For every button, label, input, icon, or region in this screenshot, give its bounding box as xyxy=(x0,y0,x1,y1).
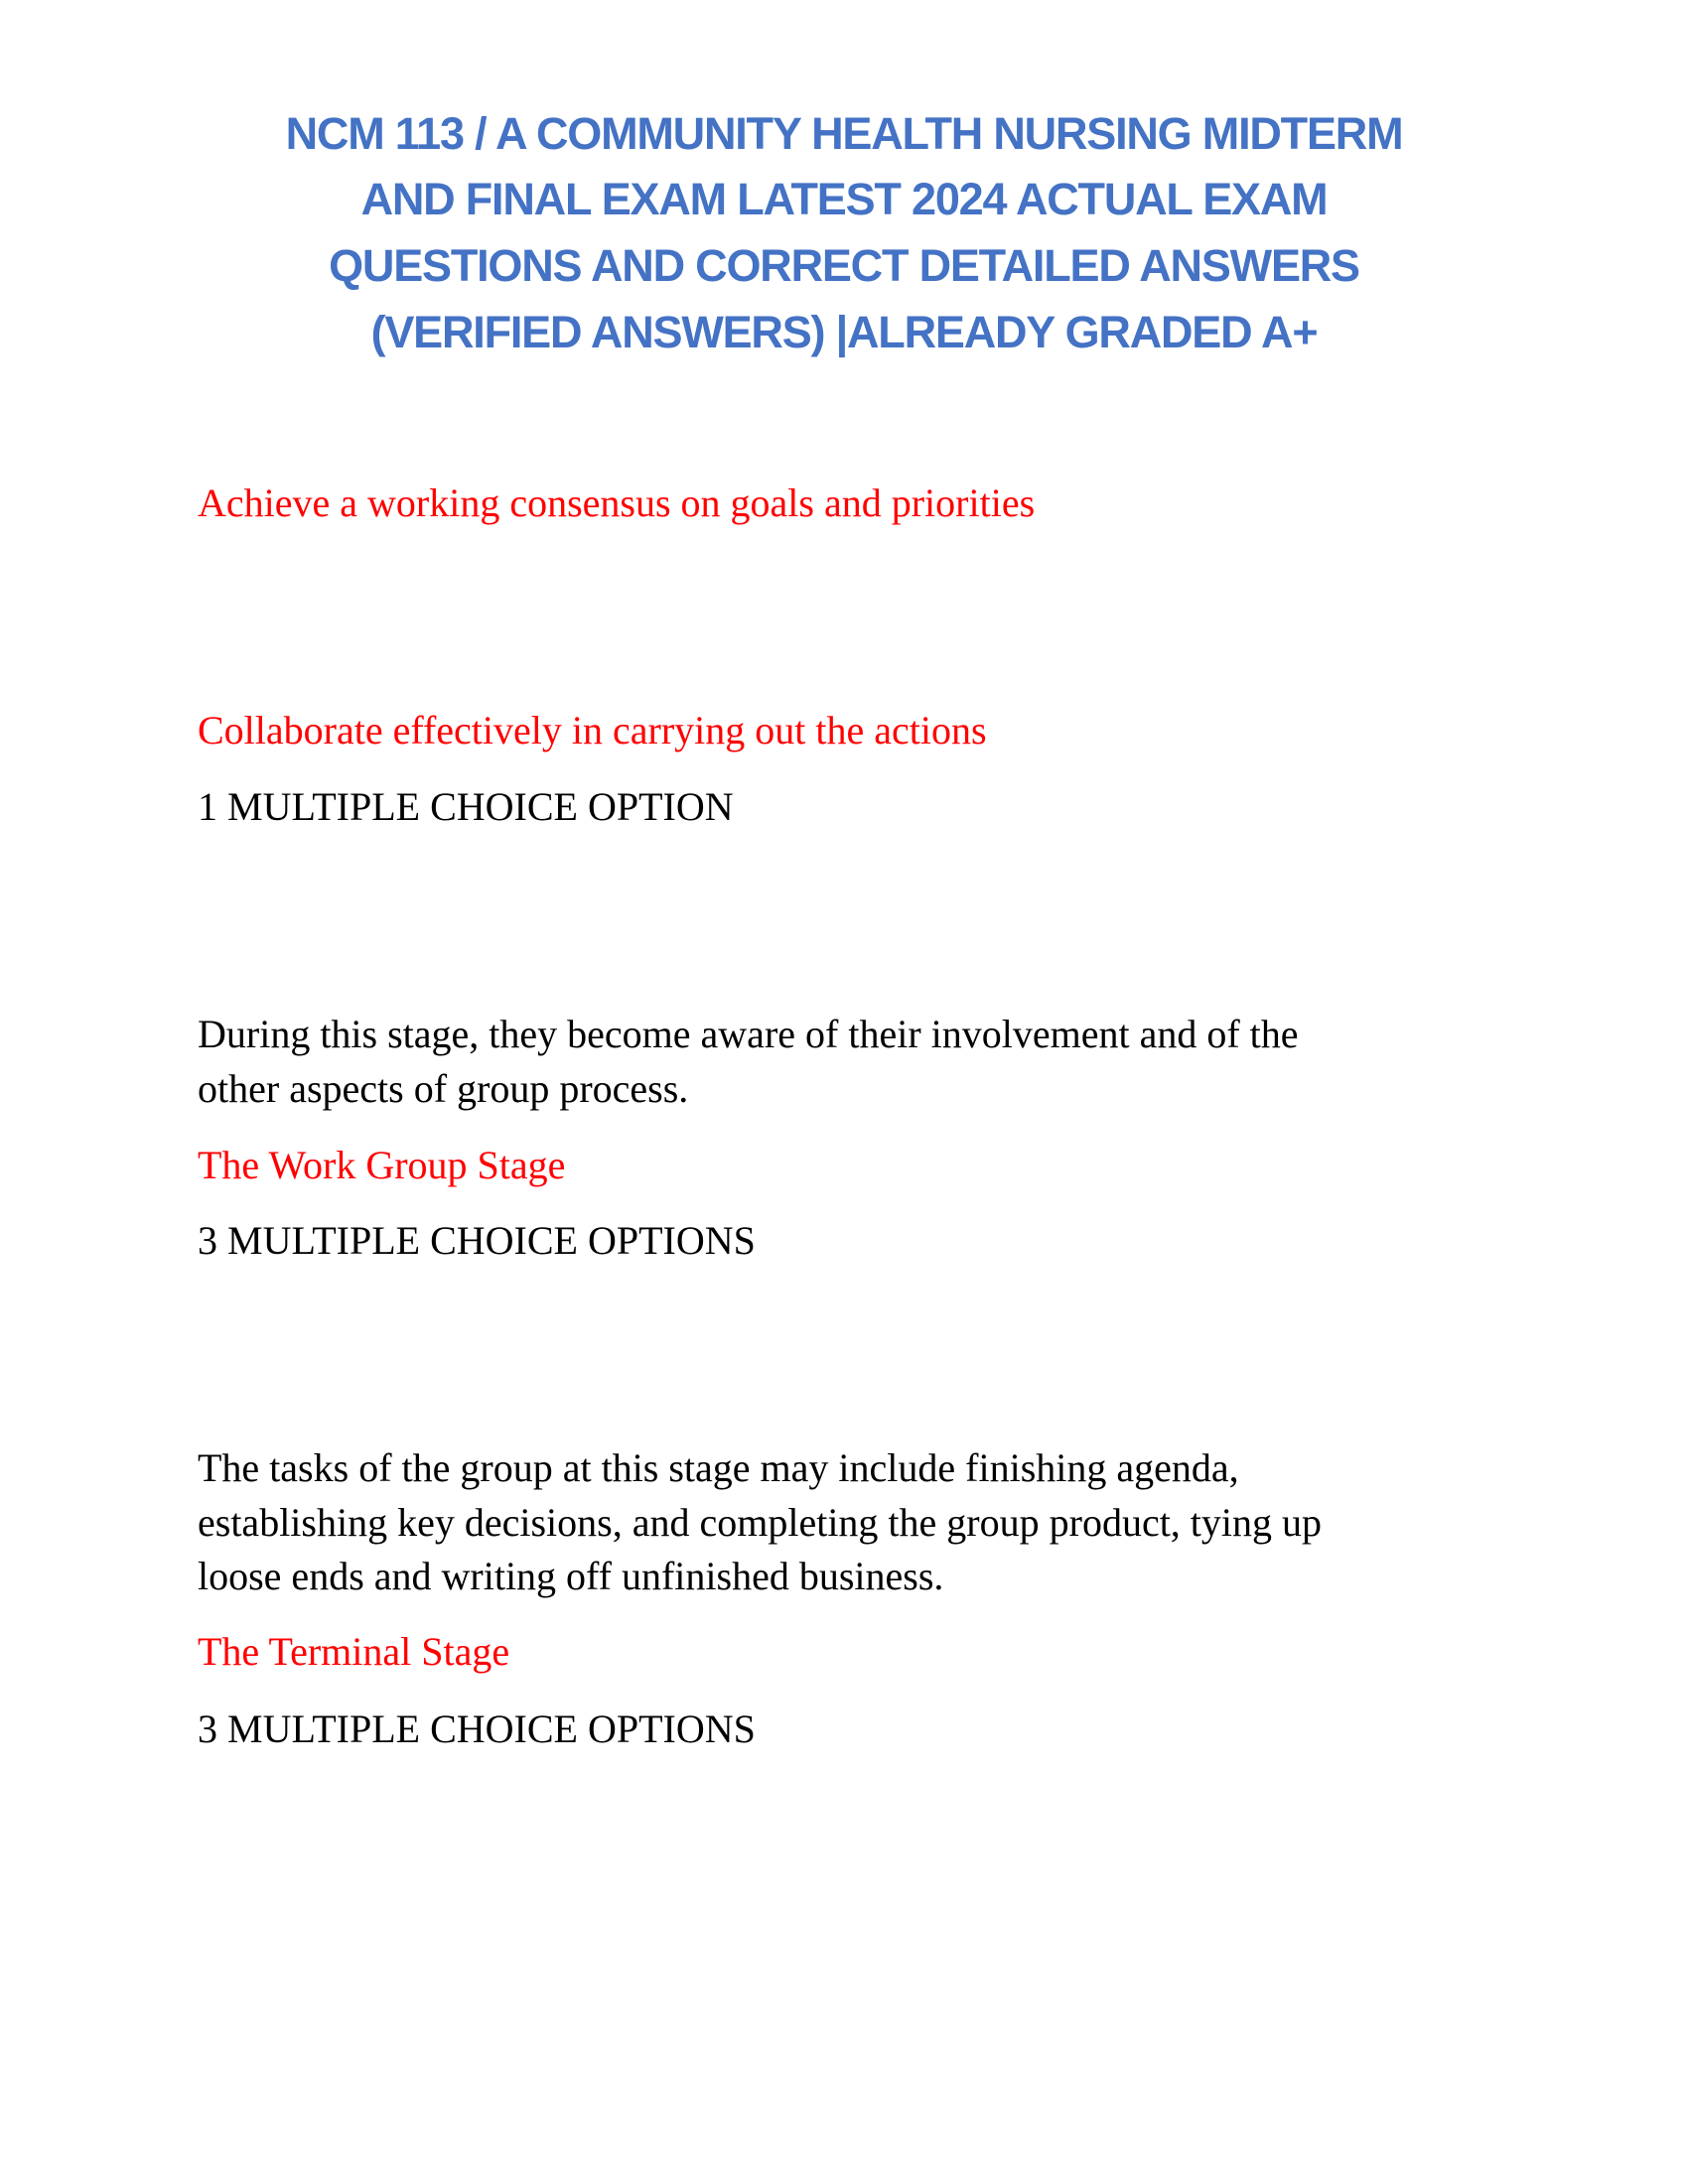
option-count-label: 3 MULTIPLE CHOICE OPTIONS xyxy=(198,1218,756,1263)
question-text: loose ends and writing off unfinished business. xyxy=(198,1554,944,1598)
title-line: NCM 113 / A COMMUNITY HEALTH NURSING MIDTERM xyxy=(285,108,1403,159)
title-line: QUESTIONS AND CORRECT DETAILED ANSWERS xyxy=(329,240,1359,291)
answer-text: Achieve a working consensus on goals and priorities xyxy=(198,480,1036,525)
title-line: AND FINAL EXAM LATEST 2024 ACTUAL EXAM xyxy=(360,174,1328,224)
question-text: During this stage, they become aware of their involvement and of the xyxy=(198,1012,1299,1056)
title-line: (VERIFIED ANSWERS) |ALREADY GRADED A+ xyxy=(370,307,1318,357)
answer-text: The Work Group Stage xyxy=(198,1143,566,1187)
option-count-label: 3 MULTIPLE CHOICE OPTIONS xyxy=(198,1706,756,1751)
question-text: The tasks of the group at this stage may include finishing agenda, xyxy=(198,1445,1239,1490)
question-text: establishing key decisions, and completing the group product, tying up xyxy=(198,1500,1323,1545)
question-text: other aspects of group process. xyxy=(198,1066,689,1111)
option-count-label: 1 MULTIPLE CHOICE OPTION xyxy=(198,784,734,829)
answer-text: Collaborate effectively in carrying out the actions xyxy=(198,708,987,752)
answer-text: The Terminal Stage xyxy=(198,1629,510,1674)
